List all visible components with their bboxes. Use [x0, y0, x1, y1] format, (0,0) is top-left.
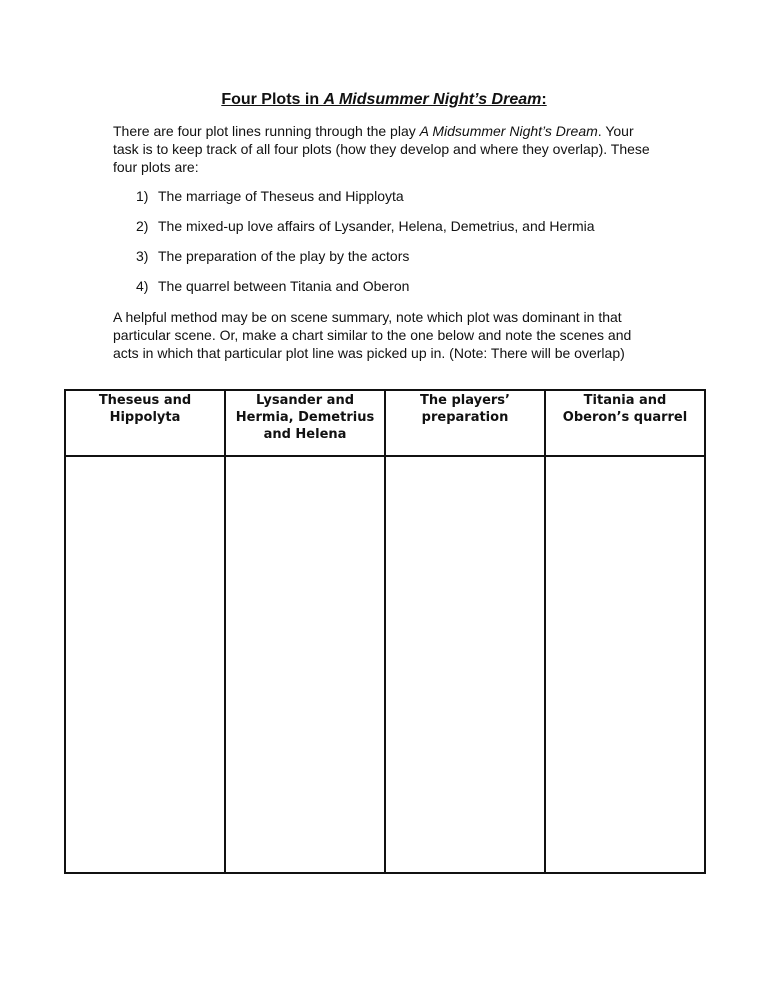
title-prefix: Four Plots in [221, 91, 324, 108]
column-header-titania-oberon: Titania and Oberon’s quarrel [545, 390, 705, 456]
plot-number: 2) [136, 218, 149, 234]
title-play-name: A Midsummer Night’s Dream [323, 91, 542, 108]
method-paragraph: A helpful method may be on scene summary, note which plot was dominant in that particular scene. Or, make a chart similar to the one below and note the scenes and acts in which that particular plot line was picked up in. (Note: There will be overlap) [113, 309, 632, 361]
plot-text: The marriage of Theseus and Hipploytа [158, 188, 404, 204]
table-cell-theseus-hippolyta[interactable] [65, 456, 225, 873]
plot-text: The mixed-up love affairs of Lysander, Helena, Demetrius, and Hermia [158, 218, 595, 234]
column-header-lovers: Lysander and Hermia, Demetrius and Helena [225, 390, 385, 456]
plot-list-item [136, 247, 595, 277]
plot-list-item [136, 277, 595, 307]
intro-after: . Your task is to keep track of all four plots (how they develop and where they overlap). These four plots are: [113, 123, 650, 175]
table-row [65, 456, 705, 873]
plot-number: 4) [136, 278, 149, 294]
plot-text: The quarrel between Titania and Oberon [158, 278, 410, 294]
table-cell-titania-oberon[interactable] [545, 456, 705, 873]
page-title [0, 90, 768, 110]
plot-number: 3) [136, 248, 149, 264]
plot-text: The preparation of the play by the actors [158, 248, 410, 264]
plot-list [136, 187, 595, 307]
plot-tracking-table [64, 389, 706, 874]
intro-play-name: A Midsummer Night’s Dream [419, 123, 598, 139]
plot-list-item [136, 217, 595, 247]
table-cell-lovers[interactable] [225, 456, 385, 873]
column-header-players: The players’ preparation [385, 390, 545, 456]
title-suffix: : [541, 91, 547, 108]
table-header-row [65, 390, 705, 456]
intro-before: There are four plot lines running through the play [113, 123, 420, 139]
column-header-theseus-hippolyta: Theseus and Hippolyta [65, 390, 225, 456]
table-cell-players[interactable] [385, 456, 545, 873]
intro-paragraph [113, 122, 653, 176]
plot-number: 1) [136, 188, 149, 204]
plot-list-item [136, 187, 595, 217]
